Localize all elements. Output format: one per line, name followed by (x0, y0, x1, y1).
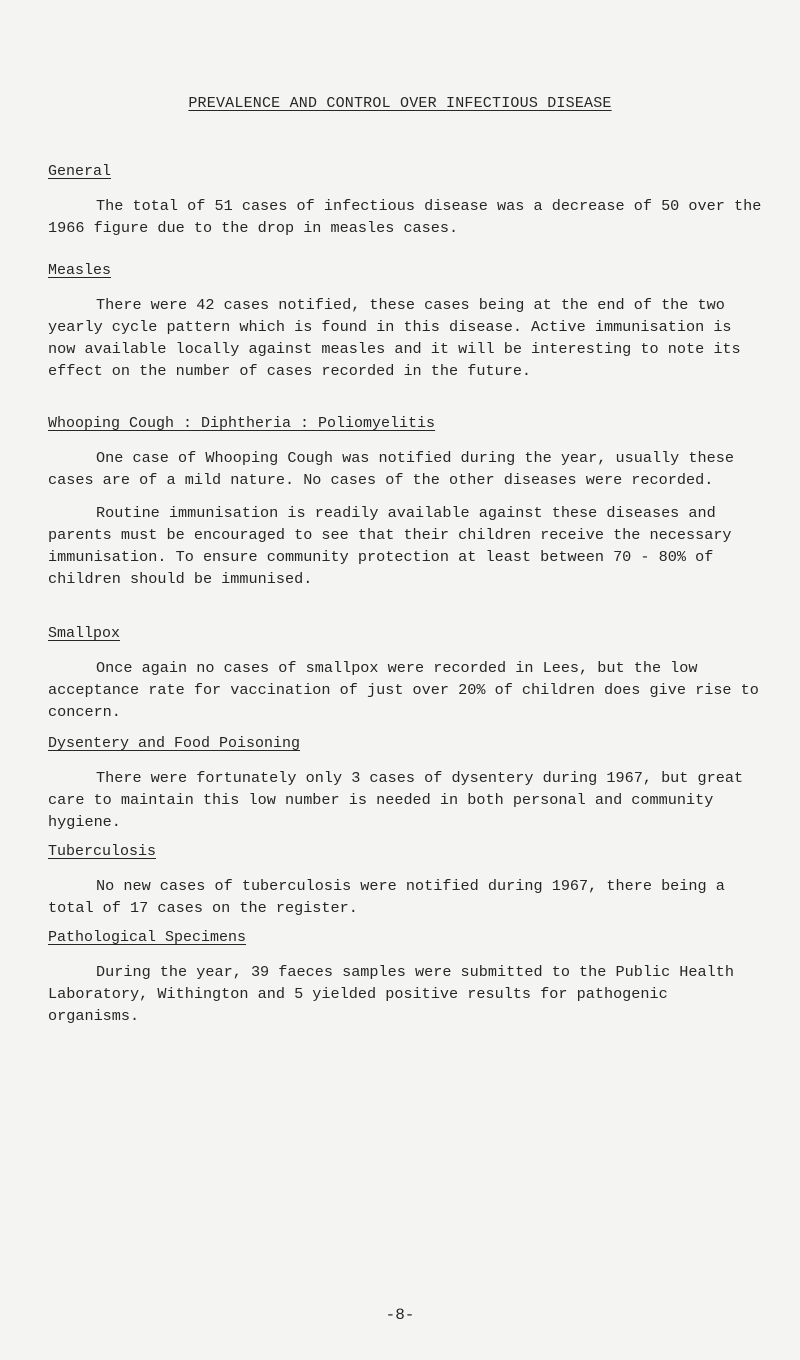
section-heading: Whooping Cough : Diphtheria : Poliomyelitis (48, 415, 436, 432)
section-heading: Dysentery and Food Poisoning (48, 735, 301, 752)
section-measles (48, 259, 764, 382)
section-general (48, 160, 764, 239)
page-title-text: PREVALENCE AND CONTROL OVER INFECTIOUS DISEASE (188, 95, 612, 112)
section-whooping-cough-diphtheria-poliomyelitis (48, 412, 764, 590)
section-heading: Smallpox (48, 625, 121, 642)
section-heading: Measles (48, 262, 112, 279)
section-paragraph: There were 42 cases notified, these cases being at the end of the two yearly cycle pattern which is found in this disease. Active immunisation is now available locally against measles and it will be interesting to note its effect on the number of cases recorded in the future. (48, 296, 741, 380)
section-smallpox (48, 622, 764, 723)
section-paragraph: The total of 51 cases of infectious disease was a decrease of 50 over the 1966 figure due to the drop in measles cases. (48, 197, 762, 237)
section-paragraph: During the year, 39 faeces samples were submitted to the Public Health Laboratory, Withington and 5 yielded positive results for pathogenic organisms. (48, 963, 734, 1025)
section-paragraph: Once again no cases of smallpox were recorded in Lees, but the low acceptance rate for vaccination of just over 20% of children does give rise to concern. (48, 659, 759, 721)
section-pathological-specimens (48, 926, 764, 1027)
section-heading: Pathological Specimens (48, 929, 247, 946)
section-paragraph: One case of Whooping Cough was notified during the year, usually these cases are of a mild nature. No cases of the other diseases were recorded. (48, 449, 734, 489)
section-paragraph: Routine immunisation is readily available against these diseases and parents must be encouraged to see that their children receive the necessary immunisation. To ensure community protection at least between 70 - 80% of children should be immunised. (48, 504, 732, 588)
page-number: -8- (385, 1306, 415, 1324)
section-heading: Tuberculosis (48, 843, 157, 860)
section-paragraph: No new cases of tuberculosis were notified during 1967, there being a total of 17 cases on the register. (48, 877, 725, 917)
section-dysentery-food-poisoning (48, 732, 764, 833)
section-heading: General (48, 163, 112, 180)
section-tuberculosis (48, 840, 764, 919)
section-paragraph: There were fortunately only 3 cases of dysentery during 1967, but great care to maintain this low number is needed in both personal and community hygiene. (48, 769, 744, 831)
page-title (0, 93, 800, 115)
